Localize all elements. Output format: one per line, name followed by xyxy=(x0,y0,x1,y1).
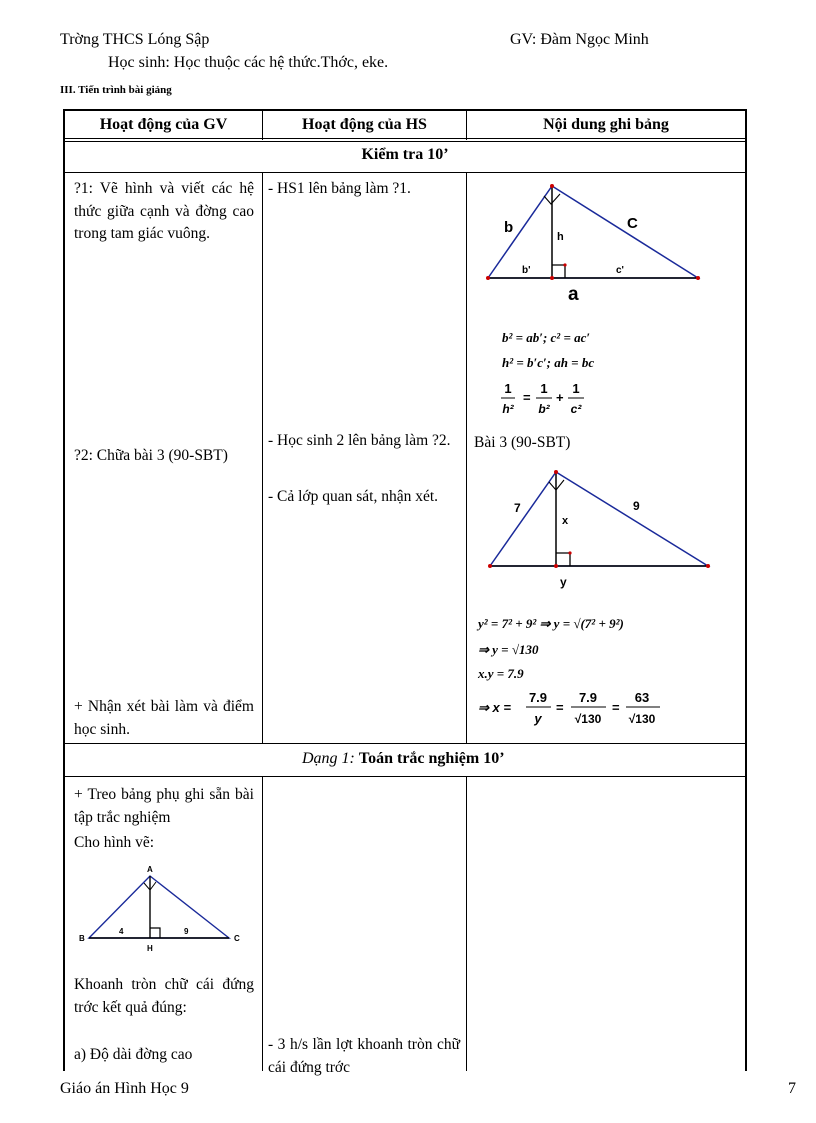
footer-title: Giáo án Hình Học 9 xyxy=(60,1080,189,1097)
problem-type-label: Dạng 1: xyxy=(302,750,355,767)
multiple-choice-intro: + Treo bảng phụ ghi sẵn bài tập trắc nghiệm xyxy=(74,786,254,826)
svg-text:1: 1 xyxy=(540,381,548,396)
formula-altitude-square: h² = b′c′; ah = bc xyxy=(502,355,595,370)
grading-teacher: + Nhận xét bài làm và điểm học sinh. xyxy=(74,698,254,738)
question-a-altitude: a) Độ dài đờng cao xyxy=(74,1046,193,1063)
label-hypotenuse-a: a xyxy=(568,284,579,305)
label-c-prime: c' xyxy=(616,265,624,276)
svg-text:=: = xyxy=(523,390,531,405)
label-side-9: 9 xyxy=(633,499,640,513)
label-base-y: y xyxy=(560,575,567,589)
question-1-student: - HS1 lên bảng làm ?1. xyxy=(268,180,411,197)
svg-text:√130: √130 xyxy=(628,712,656,726)
label-side-c: C xyxy=(627,215,638,232)
svg-text:y: y xyxy=(534,711,542,726)
question-2-teacher: ?2: Chữa bài 3 (90-SBT) xyxy=(74,447,228,464)
multiple-choice-instruction: Khoanh tròn chữ cái đứng trớc kết quả đúng: xyxy=(74,976,254,1016)
right-triangle-figure-2 xyxy=(470,460,740,590)
label-side-b: b xyxy=(504,219,514,236)
svg-text:c²: c² xyxy=(570,402,582,416)
svg-text:⇒ x =: ⇒ x = xyxy=(478,700,511,715)
page-number: 7 xyxy=(788,1080,796,1097)
teacher-name: GV: Đàm Ngọc Minh xyxy=(510,31,649,48)
svg-text:+: + xyxy=(556,390,564,405)
label-C: C xyxy=(234,934,240,943)
given-figure-label: Cho hình vẽ: xyxy=(74,834,155,851)
header-teacher-activity: Hoạt động của GV xyxy=(99,116,228,133)
formula-product-xy: x.y = 7.9 xyxy=(478,666,524,681)
student-preparation: Học sinh: Học thuộc các hệ thức.Thớc, eke. xyxy=(108,54,389,71)
formula-reciprocal-squares xyxy=(498,378,608,420)
problem-type-name: Toán trắc nghiệm 10’ xyxy=(358,750,505,767)
school-name: Trờng THCS Lóng Sập xyxy=(60,31,210,48)
header-student-activity: Hoạt động của HS xyxy=(302,116,427,133)
right-triangle-figure-1 xyxy=(470,176,740,306)
question-2-student-a: - Học sinh 2 lên bảng làm ?2. xyxy=(268,432,451,449)
svg-text:7.9: 7.9 xyxy=(578,690,598,705)
svg-text:b²: b² xyxy=(538,402,550,416)
question-2-student-b: - Cả lớp quan sát, nhận xét. xyxy=(268,488,439,505)
svg-text:1: 1 xyxy=(504,381,512,396)
label-H: H xyxy=(147,944,153,953)
formula-y-value: ⇒ y = √130 xyxy=(478,642,539,657)
label-hc-9: 9 xyxy=(184,927,189,936)
problem-type-title xyxy=(302,750,505,768)
label-altitude-x: x xyxy=(562,515,569,527)
header-board-content: Nội dung ghi bảng xyxy=(543,116,669,133)
multiple-choice-student: - 3 h/s lần lợt khoanh tròn chữ cái đứng trớc xyxy=(268,1036,460,1076)
svg-text:1: 1 xyxy=(572,381,580,396)
svg-text:=: = xyxy=(556,700,564,715)
svg-text:7.9: 7.9 xyxy=(528,690,548,705)
label-b-prime: b' xyxy=(522,265,531,276)
formula-leg-squares: b² = ab′; c² = ac′ xyxy=(502,330,591,345)
formula-x-value xyxy=(476,686,696,734)
label-altitude-h: h xyxy=(557,231,564,243)
question-1-teacher: ?1: Vẽ hình và viết các hệ thức giữa cạnh và đờng cao trong tam giác vuông. xyxy=(74,180,254,242)
svg-text:63: 63 xyxy=(634,690,650,705)
label-A: A xyxy=(147,865,153,874)
exercise-3-title: Bài 3 (90-SBT) xyxy=(474,434,571,451)
section-title: III. Tiến trình bài giảng xyxy=(60,84,172,96)
svg-text:=: = xyxy=(612,700,620,715)
label-bh-4: 4 xyxy=(119,927,124,936)
triangle-abc-figure xyxy=(74,858,254,954)
svg-text:√130: √130 xyxy=(574,712,602,726)
svg-text:h²: h² xyxy=(502,402,514,416)
check-section-title: Kiểm tra 10’ xyxy=(361,146,449,163)
formula-hypotenuse-y: y² = 7² + 9² ⇒ y = √(7² + 9²) xyxy=(478,616,624,631)
label-side-7: 7 xyxy=(514,501,521,515)
label-B: B xyxy=(79,934,85,943)
